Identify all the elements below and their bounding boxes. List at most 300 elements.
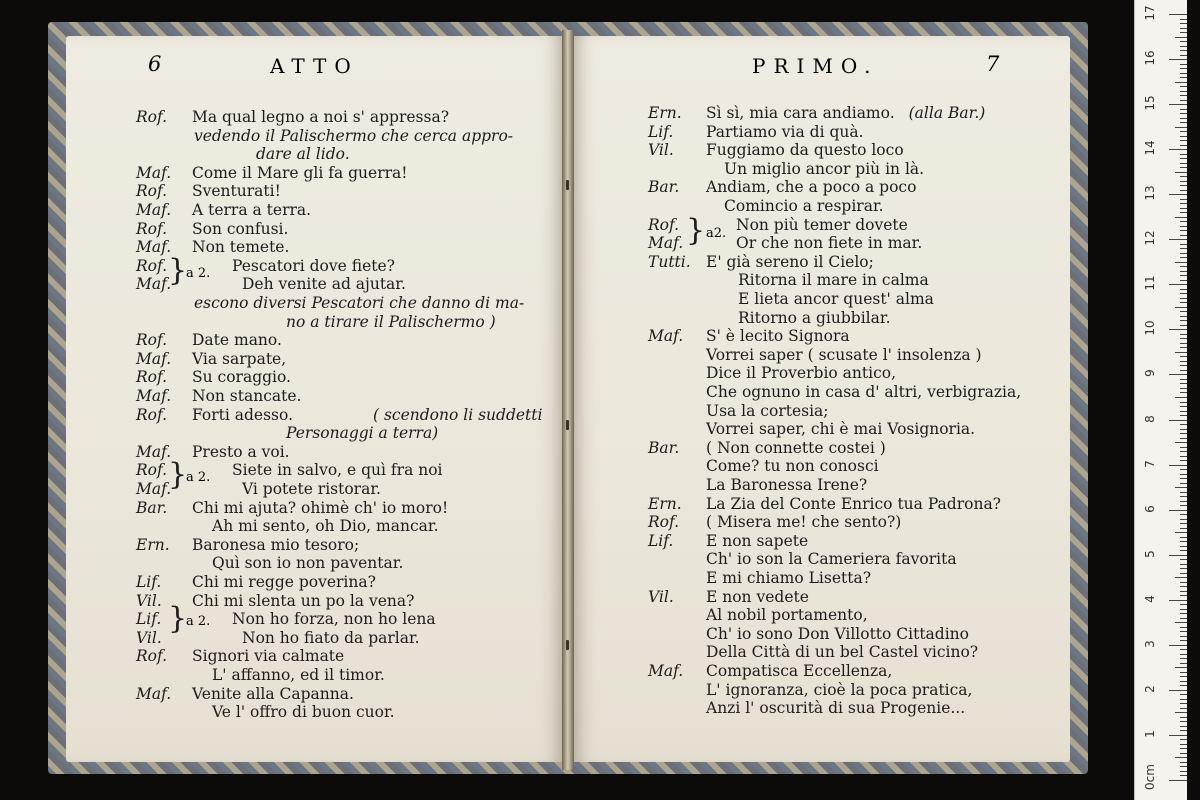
ruler-tick bbox=[1169, 735, 1187, 736]
ruler-tick bbox=[1180, 221, 1187, 222]
speaker-label: Rof. bbox=[136, 647, 168, 666]
line-text: Che ognuno in casa d' altri, verbigrazia, bbox=[706, 383, 1022, 401]
text-line bbox=[136, 499, 448, 517]
line-text: ( Misera me! che sento?) bbox=[706, 513, 902, 532]
ruler-tick bbox=[1180, 748, 1187, 749]
speaker-label: Rof. bbox=[136, 182, 168, 201]
ruler-tick bbox=[1180, 492, 1187, 493]
ruler-tick bbox=[1180, 519, 1187, 520]
ruler-tick bbox=[1180, 739, 1187, 740]
ruler-tick bbox=[1175, 442, 1187, 443]
line-text: ( Non connette costei ) bbox=[706, 438, 886, 457]
ruler-tick bbox=[1180, 451, 1187, 452]
line-text: Or che non fiete in mar. bbox=[736, 234, 923, 253]
ruler-tick bbox=[1175, 37, 1187, 38]
ruler-tick bbox=[1180, 158, 1187, 159]
ruler-tick bbox=[1175, 757, 1187, 758]
text-line bbox=[648, 439, 886, 457]
line-text: Partiamo via di quà. bbox=[706, 122, 864, 141]
line-text: Non stancate. bbox=[192, 387, 302, 405]
line-text: Pescatori dove fiete? bbox=[232, 256, 395, 275]
ruler-tick bbox=[1180, 55, 1187, 56]
ruler-tick bbox=[1180, 505, 1187, 506]
ruler-tick bbox=[1180, 77, 1187, 78]
ruler-tick bbox=[1180, 257, 1187, 258]
speaker-label: Bar. bbox=[648, 178, 680, 197]
text-line bbox=[136, 331, 282, 349]
line-text: E non sapete bbox=[706, 531, 809, 550]
line-text: Sì sì, mia cara andiamo. bbox=[706, 104, 895, 122]
ruler-tick bbox=[1180, 537, 1187, 538]
ruler-tick bbox=[1180, 496, 1187, 497]
speaker-label: Bar. bbox=[136, 498, 168, 517]
speaker-label: Maf. bbox=[648, 234, 684, 253]
text-line bbox=[648, 699, 965, 717]
speaker-label: Lif. bbox=[136, 573, 162, 591]
line-text: Come il Mare gli fa guerra! bbox=[192, 163, 408, 182]
ruler-tick bbox=[1175, 127, 1187, 128]
speaker-label: Tutti. bbox=[648, 252, 691, 271]
text-line bbox=[136, 313, 496, 331]
text-line bbox=[648, 643, 978, 661]
left-page-number: 6 bbox=[148, 52, 162, 76]
ruler-tick bbox=[1180, 311, 1187, 312]
speaker-label: Lif. bbox=[648, 531, 674, 550]
ruler-tick bbox=[1180, 514, 1187, 515]
ruler-tick bbox=[1169, 239, 1187, 240]
line-text: Non ho forza, non ho lena bbox=[232, 610, 436, 629]
speaker-label: Vil. bbox=[136, 591, 162, 610]
line-text: Presto a voi. bbox=[192, 442, 290, 461]
ruler-tick bbox=[1180, 411, 1187, 412]
ruler-tick bbox=[1180, 676, 1187, 677]
line-text: Via sarpate, bbox=[192, 349, 287, 368]
line-text: Vorrei saper ( scusate l' insolenza ) bbox=[706, 345, 982, 364]
ruler-tick bbox=[1180, 541, 1187, 542]
line-text: dare al lido. bbox=[256, 145, 350, 164]
text-line bbox=[136, 368, 291, 386]
ruler-label: 0cm bbox=[1143, 764, 1157, 790]
ruler-tick bbox=[1180, 546, 1187, 547]
line-text: Dice il Proverbio antico, bbox=[706, 364, 897, 383]
line-text: Come? tu non conosci bbox=[706, 457, 879, 476]
binding-stitch bbox=[566, 420, 569, 430]
ruler-tick bbox=[1169, 645, 1187, 646]
ruler-tick bbox=[1169, 420, 1187, 421]
ruler-tick bbox=[1180, 703, 1187, 704]
text-line bbox=[136, 517, 439, 535]
ruler-tick bbox=[1180, 370, 1187, 371]
left-running-head: ATTO bbox=[270, 54, 359, 78]
text-line bbox=[136, 350, 286, 368]
text-line bbox=[648, 606, 868, 624]
ruler-tick bbox=[1180, 640, 1187, 641]
ruler-tick bbox=[1180, 658, 1187, 659]
speaker-label: Rof. bbox=[136, 256, 168, 275]
ruler-tick bbox=[1180, 338, 1187, 339]
right-page-number: 7 bbox=[986, 52, 1000, 76]
speaker-label: Maf. bbox=[136, 480, 172, 498]
a2-brace: } bbox=[686, 213, 706, 248]
ruler-tick bbox=[1180, 699, 1187, 700]
a2-brace: } bbox=[168, 457, 188, 492]
ruler-tick bbox=[1180, 528, 1187, 529]
line-text: Quì son io non paventar. bbox=[212, 554, 404, 573]
ruler-tick bbox=[1180, 708, 1187, 709]
text-line bbox=[136, 145, 350, 163]
text-line bbox=[648, 513, 901, 531]
line-text: Comincio a respirar. bbox=[724, 197, 884, 215]
a2-brace: } bbox=[168, 601, 188, 636]
ruler-tick bbox=[1175, 172, 1187, 173]
line-text: Vi potete ristorar. bbox=[242, 480, 381, 498]
ruler-tick bbox=[1180, 86, 1187, 87]
text-line bbox=[648, 290, 934, 308]
ruler-tick bbox=[1169, 59, 1187, 60]
text-line bbox=[648, 495, 1001, 513]
speaker-label: Rof. bbox=[136, 461, 168, 480]
text-line bbox=[648, 309, 891, 327]
ruler-tick bbox=[1180, 447, 1187, 448]
speaker-label: Rof. bbox=[136, 219, 168, 238]
text-line bbox=[136, 536, 359, 554]
ruler-tick bbox=[1180, 154, 1187, 155]
ruler-tick bbox=[1180, 636, 1187, 637]
text-line bbox=[648, 588, 809, 606]
line-text: Ma qual legno a noi s' appressa? bbox=[192, 108, 449, 126]
ruler-tick bbox=[1180, 415, 1187, 416]
ruler-tick bbox=[1180, 199, 1187, 200]
ruler-label: 5 bbox=[1143, 549, 1157, 558]
speaker-label: Rof. bbox=[648, 215, 680, 234]
a2-brace: } bbox=[168, 253, 188, 288]
text-line bbox=[136, 238, 289, 256]
line-text: Siete in salvo, e quì fra noi bbox=[232, 461, 443, 480]
ruler-tick bbox=[1180, 235, 1187, 236]
ruler-tick bbox=[1180, 131, 1187, 132]
ruler-tick bbox=[1180, 23, 1187, 24]
text-line bbox=[648, 402, 829, 420]
speaker-label: Rof. bbox=[136, 331, 168, 350]
ruler-tick bbox=[1180, 474, 1187, 475]
speaker-label: Lif. bbox=[136, 610, 162, 629]
line-text: Son confusi. bbox=[192, 219, 289, 238]
ruler-tick bbox=[1180, 383, 1187, 384]
ruler-label: 2 bbox=[1143, 685, 1157, 693]
ruler-tick bbox=[1180, 316, 1187, 317]
line-text: E lieta ancor quest' alma bbox=[738, 290, 934, 308]
ruler-tick bbox=[1180, 501, 1187, 502]
ruler-tick bbox=[1180, 365, 1187, 366]
speaker-label: Vil. bbox=[648, 587, 674, 606]
ruler-tick bbox=[1180, 298, 1187, 299]
ruler-tick bbox=[1180, 753, 1187, 754]
line-text: Ah mi sento, oh Dio, mancar. bbox=[212, 517, 439, 536]
ruler-tick bbox=[1180, 460, 1187, 461]
text-line bbox=[136, 387, 301, 405]
line-text: Date mano. bbox=[192, 331, 282, 350]
text-line bbox=[136, 294, 524, 312]
ruler-tick bbox=[1175, 577, 1187, 578]
ruler-tick bbox=[1180, 181, 1187, 182]
speaker-label: Ern. bbox=[648, 494, 682, 513]
ruler-tick bbox=[1180, 293, 1187, 294]
line-text: Non più temer dovete bbox=[736, 215, 908, 234]
ruler-tick bbox=[1180, 694, 1187, 695]
text-line bbox=[136, 573, 376, 591]
ruler-label: 17 bbox=[1143, 5, 1157, 21]
a2-label: a 2. bbox=[186, 266, 211, 281]
speaker-label: Maf. bbox=[648, 662, 684, 680]
ruler-tick bbox=[1180, 564, 1187, 565]
ruler-tick bbox=[1180, 325, 1187, 326]
ruler-tick bbox=[1180, 176, 1187, 177]
text-line bbox=[136, 406, 542, 424]
ruler-tick bbox=[1180, 595, 1187, 596]
text-line bbox=[136, 424, 438, 442]
ruler-tick bbox=[1169, 465, 1187, 466]
text-line bbox=[648, 178, 916, 196]
line-text: Personaggi a terra) bbox=[286, 424, 439, 443]
text-line bbox=[648, 271, 929, 289]
ruler-tick bbox=[1180, 190, 1187, 191]
line-text: Fuggiamo da questo loco bbox=[706, 141, 904, 160]
ruler-label: 7 bbox=[1143, 459, 1157, 468]
text-line bbox=[136, 554, 403, 572]
ruler-tick bbox=[1180, 672, 1187, 673]
speaker-label: Maf. bbox=[136, 387, 172, 405]
ruler-tick bbox=[1180, 483, 1187, 484]
ruler-tick bbox=[1180, 253, 1187, 254]
ruler-tick bbox=[1180, 109, 1187, 110]
ruler-tick bbox=[1169, 14, 1187, 15]
ruler-tick bbox=[1180, 392, 1187, 393]
ruler-tick bbox=[1180, 609, 1187, 610]
ruler-tick bbox=[1180, 573, 1187, 574]
ruler-tick bbox=[1180, 627, 1187, 628]
ruler-tick bbox=[1180, 46, 1187, 47]
ruler-tick bbox=[1180, 559, 1187, 560]
line-text: Della Città di un bel Castel vicino? bbox=[706, 643, 979, 662]
ruler-tick bbox=[1180, 140, 1187, 141]
ruler-tick bbox=[1180, 230, 1187, 231]
ruler-tick bbox=[1180, 654, 1187, 655]
text-line bbox=[648, 197, 884, 215]
binding-stitch bbox=[566, 640, 569, 650]
text-line bbox=[648, 550, 957, 568]
text-line bbox=[648, 420, 975, 438]
ruler-label: 10 bbox=[1143, 320, 1157, 337]
text-line bbox=[648, 662, 892, 680]
line-text: La Zia del Conte Enrico tua Padrona? bbox=[706, 494, 1001, 513]
speaker-label: Maf. bbox=[136, 684, 172, 703]
line-text: Signori via calmate bbox=[192, 647, 345, 666]
ruler-tick bbox=[1180, 64, 1187, 65]
ruler-label: 8 bbox=[1143, 414, 1157, 423]
line-text: Su coraggio. bbox=[192, 368, 291, 387]
speaker-label: Bar. bbox=[648, 438, 680, 457]
ruler-tick bbox=[1180, 275, 1187, 276]
line-text: escono diversi Pescatori che danno di ma- bbox=[194, 294, 525, 312]
text-line bbox=[648, 123, 864, 141]
line-text: Chi mi regge poverina? bbox=[192, 573, 376, 591]
ruler-tick bbox=[1175, 532, 1187, 533]
text-line bbox=[648, 457, 879, 475]
text-line bbox=[136, 127, 513, 145]
ruler-tick bbox=[1180, 289, 1187, 290]
speaker-label: Maf. bbox=[136, 201, 172, 219]
a2-label: a 2. bbox=[186, 614, 211, 629]
ruler-tick bbox=[1180, 266, 1187, 267]
ruler-tick bbox=[1180, 568, 1187, 569]
ruler-label: 1 bbox=[1143, 730, 1157, 738]
text-line bbox=[648, 476, 867, 494]
line-text: La Baronessa Irene? bbox=[706, 476, 868, 494]
line-text: Ritorna il mare in calma bbox=[738, 271, 929, 290]
ruler-tick bbox=[1180, 469, 1187, 470]
ruler-tick bbox=[1180, 582, 1187, 583]
a2-label: a 2. bbox=[186, 470, 211, 485]
ruler-tick bbox=[1180, 523, 1187, 524]
line-text: vedendo il Palischermo che cerca appro- bbox=[194, 126, 514, 145]
line-text: Chi mi ajuta? ohimè ch' io moro! bbox=[192, 498, 449, 517]
ruler-tick bbox=[1180, 591, 1187, 592]
ruler-tick bbox=[1180, 19, 1187, 20]
text-line bbox=[648, 532, 808, 550]
line-text: E mi chiamo Lisetta? bbox=[706, 569, 872, 587]
ruler-tick bbox=[1180, 726, 1187, 727]
ruler-tick bbox=[1169, 690, 1187, 691]
ruler-tick bbox=[1180, 402, 1187, 403]
ruler-tick bbox=[1169, 194, 1187, 195]
text-line bbox=[136, 164, 408, 182]
line-text: Andiam, che a poco a poco bbox=[706, 178, 917, 197]
text-line bbox=[648, 327, 850, 345]
ruler-label: 14 bbox=[1143, 140, 1157, 156]
ruler-tick bbox=[1180, 766, 1187, 767]
ruler-tick bbox=[1180, 244, 1187, 245]
ruler-tick bbox=[1180, 361, 1187, 362]
ruler-tick bbox=[1175, 667, 1187, 668]
ruler-tick bbox=[1169, 149, 1187, 150]
a2-label: a2. bbox=[706, 226, 727, 241]
ruler-label: 9 bbox=[1143, 369, 1157, 378]
ruler-tick bbox=[1175, 622, 1187, 623]
speaker-label: Rof. bbox=[136, 368, 168, 387]
ruler-tick bbox=[1175, 487, 1187, 488]
ruler-tick bbox=[1175, 217, 1187, 218]
ruler-tick bbox=[1175, 82, 1187, 83]
ruler-tick bbox=[1180, 320, 1187, 321]
line-text: no a tirare il Palischermo ) bbox=[286, 312, 496, 331]
ruler-tick bbox=[1180, 613, 1187, 614]
ruler-tick bbox=[1180, 775, 1187, 776]
ruler-tick bbox=[1180, 113, 1187, 114]
text-line bbox=[136, 666, 385, 684]
speaker-label: Maf. bbox=[136, 163, 172, 182]
speaker-label: Maf. bbox=[136, 275, 172, 294]
line-text: E non vedete bbox=[706, 587, 809, 606]
ruler-tick bbox=[1180, 163, 1187, 164]
text-line bbox=[648, 253, 874, 271]
speaker-label: Vil. bbox=[136, 628, 162, 647]
line-text: Ch' io son la Cameriera favorita bbox=[706, 550, 957, 569]
ruler-tick bbox=[1169, 104, 1187, 105]
ruler-tick bbox=[1180, 32, 1187, 33]
text-line bbox=[136, 201, 311, 219]
text-line bbox=[648, 104, 985, 122]
line-text: Chi mi slenta un po la vena? bbox=[192, 591, 415, 610]
text-line bbox=[136, 443, 290, 461]
ruler-tick bbox=[1169, 600, 1187, 601]
book-gutter bbox=[562, 30, 574, 770]
ruler-tick bbox=[1175, 397, 1187, 398]
line-text: Deh venite ad ajutar. bbox=[242, 275, 406, 294]
ruler-tick bbox=[1180, 618, 1187, 619]
ruler-tick bbox=[1180, 41, 1187, 42]
ruler-tick bbox=[1180, 586, 1187, 587]
ruler-tick bbox=[1180, 28, 1187, 29]
line-text: Non temete. bbox=[192, 238, 290, 257]
speaker-label: Maf. bbox=[136, 349, 172, 368]
ruler-tick bbox=[1180, 771, 1187, 772]
ruler-tick bbox=[1180, 456, 1187, 457]
ruler-tick bbox=[1180, 717, 1187, 718]
ruler-tick bbox=[1169, 329, 1187, 330]
ruler-tick bbox=[1180, 95, 1187, 96]
text-line bbox=[648, 569, 871, 587]
ruler-tick bbox=[1180, 167, 1187, 168]
ruler-tick bbox=[1180, 433, 1187, 434]
line-text: Vorrei saper, chi è mai Vosignoria. bbox=[706, 420, 976, 439]
line-text: A terra a terra. bbox=[192, 201, 312, 219]
line-text: Compatisca Eccellenza, bbox=[706, 662, 893, 680]
line-text: Al nobil portamento, bbox=[706, 606, 868, 625]
ruler-tick bbox=[1180, 145, 1187, 146]
ruler-tick bbox=[1180, 438, 1187, 439]
ruler-tick bbox=[1169, 510, 1187, 511]
ruler-tick bbox=[1169, 555, 1187, 556]
speaker-label: Ern. bbox=[136, 535, 170, 554]
text-line bbox=[136, 182, 281, 200]
ruler-tick bbox=[1180, 73, 1187, 74]
binding-stitch bbox=[566, 180, 569, 190]
line-text: Baronesa mio tesoro; bbox=[192, 535, 360, 554]
ruler-tick bbox=[1180, 429, 1187, 430]
ruler-tick bbox=[1180, 91, 1187, 92]
speaker-label: Rof. bbox=[648, 513, 680, 532]
ruler-label: 15 bbox=[1143, 95, 1157, 111]
line-text: Un miglio ancor più in là. bbox=[724, 159, 925, 178]
ruler-tick bbox=[1180, 649, 1187, 650]
ruler-tick bbox=[1180, 185, 1187, 186]
speaker-label: Lif. bbox=[648, 122, 674, 141]
text-line bbox=[648, 681, 972, 699]
right-running-head: PRIMO. bbox=[752, 54, 879, 78]
ruler-tick bbox=[1180, 50, 1187, 51]
speaker-label: Rof. bbox=[136, 108, 168, 126]
ruler-tick bbox=[1180, 744, 1187, 745]
ruler-label: 12 bbox=[1143, 230, 1157, 246]
ruler-tick bbox=[1180, 762, 1187, 763]
ruler-tick bbox=[1180, 347, 1187, 348]
ruler-tick bbox=[1180, 136, 1187, 137]
text-line bbox=[648, 346, 982, 364]
ruler-tick bbox=[1169, 284, 1187, 285]
ruler-tick bbox=[1180, 685, 1187, 686]
text-line bbox=[648, 160, 924, 178]
ruler-tick bbox=[1180, 122, 1187, 123]
